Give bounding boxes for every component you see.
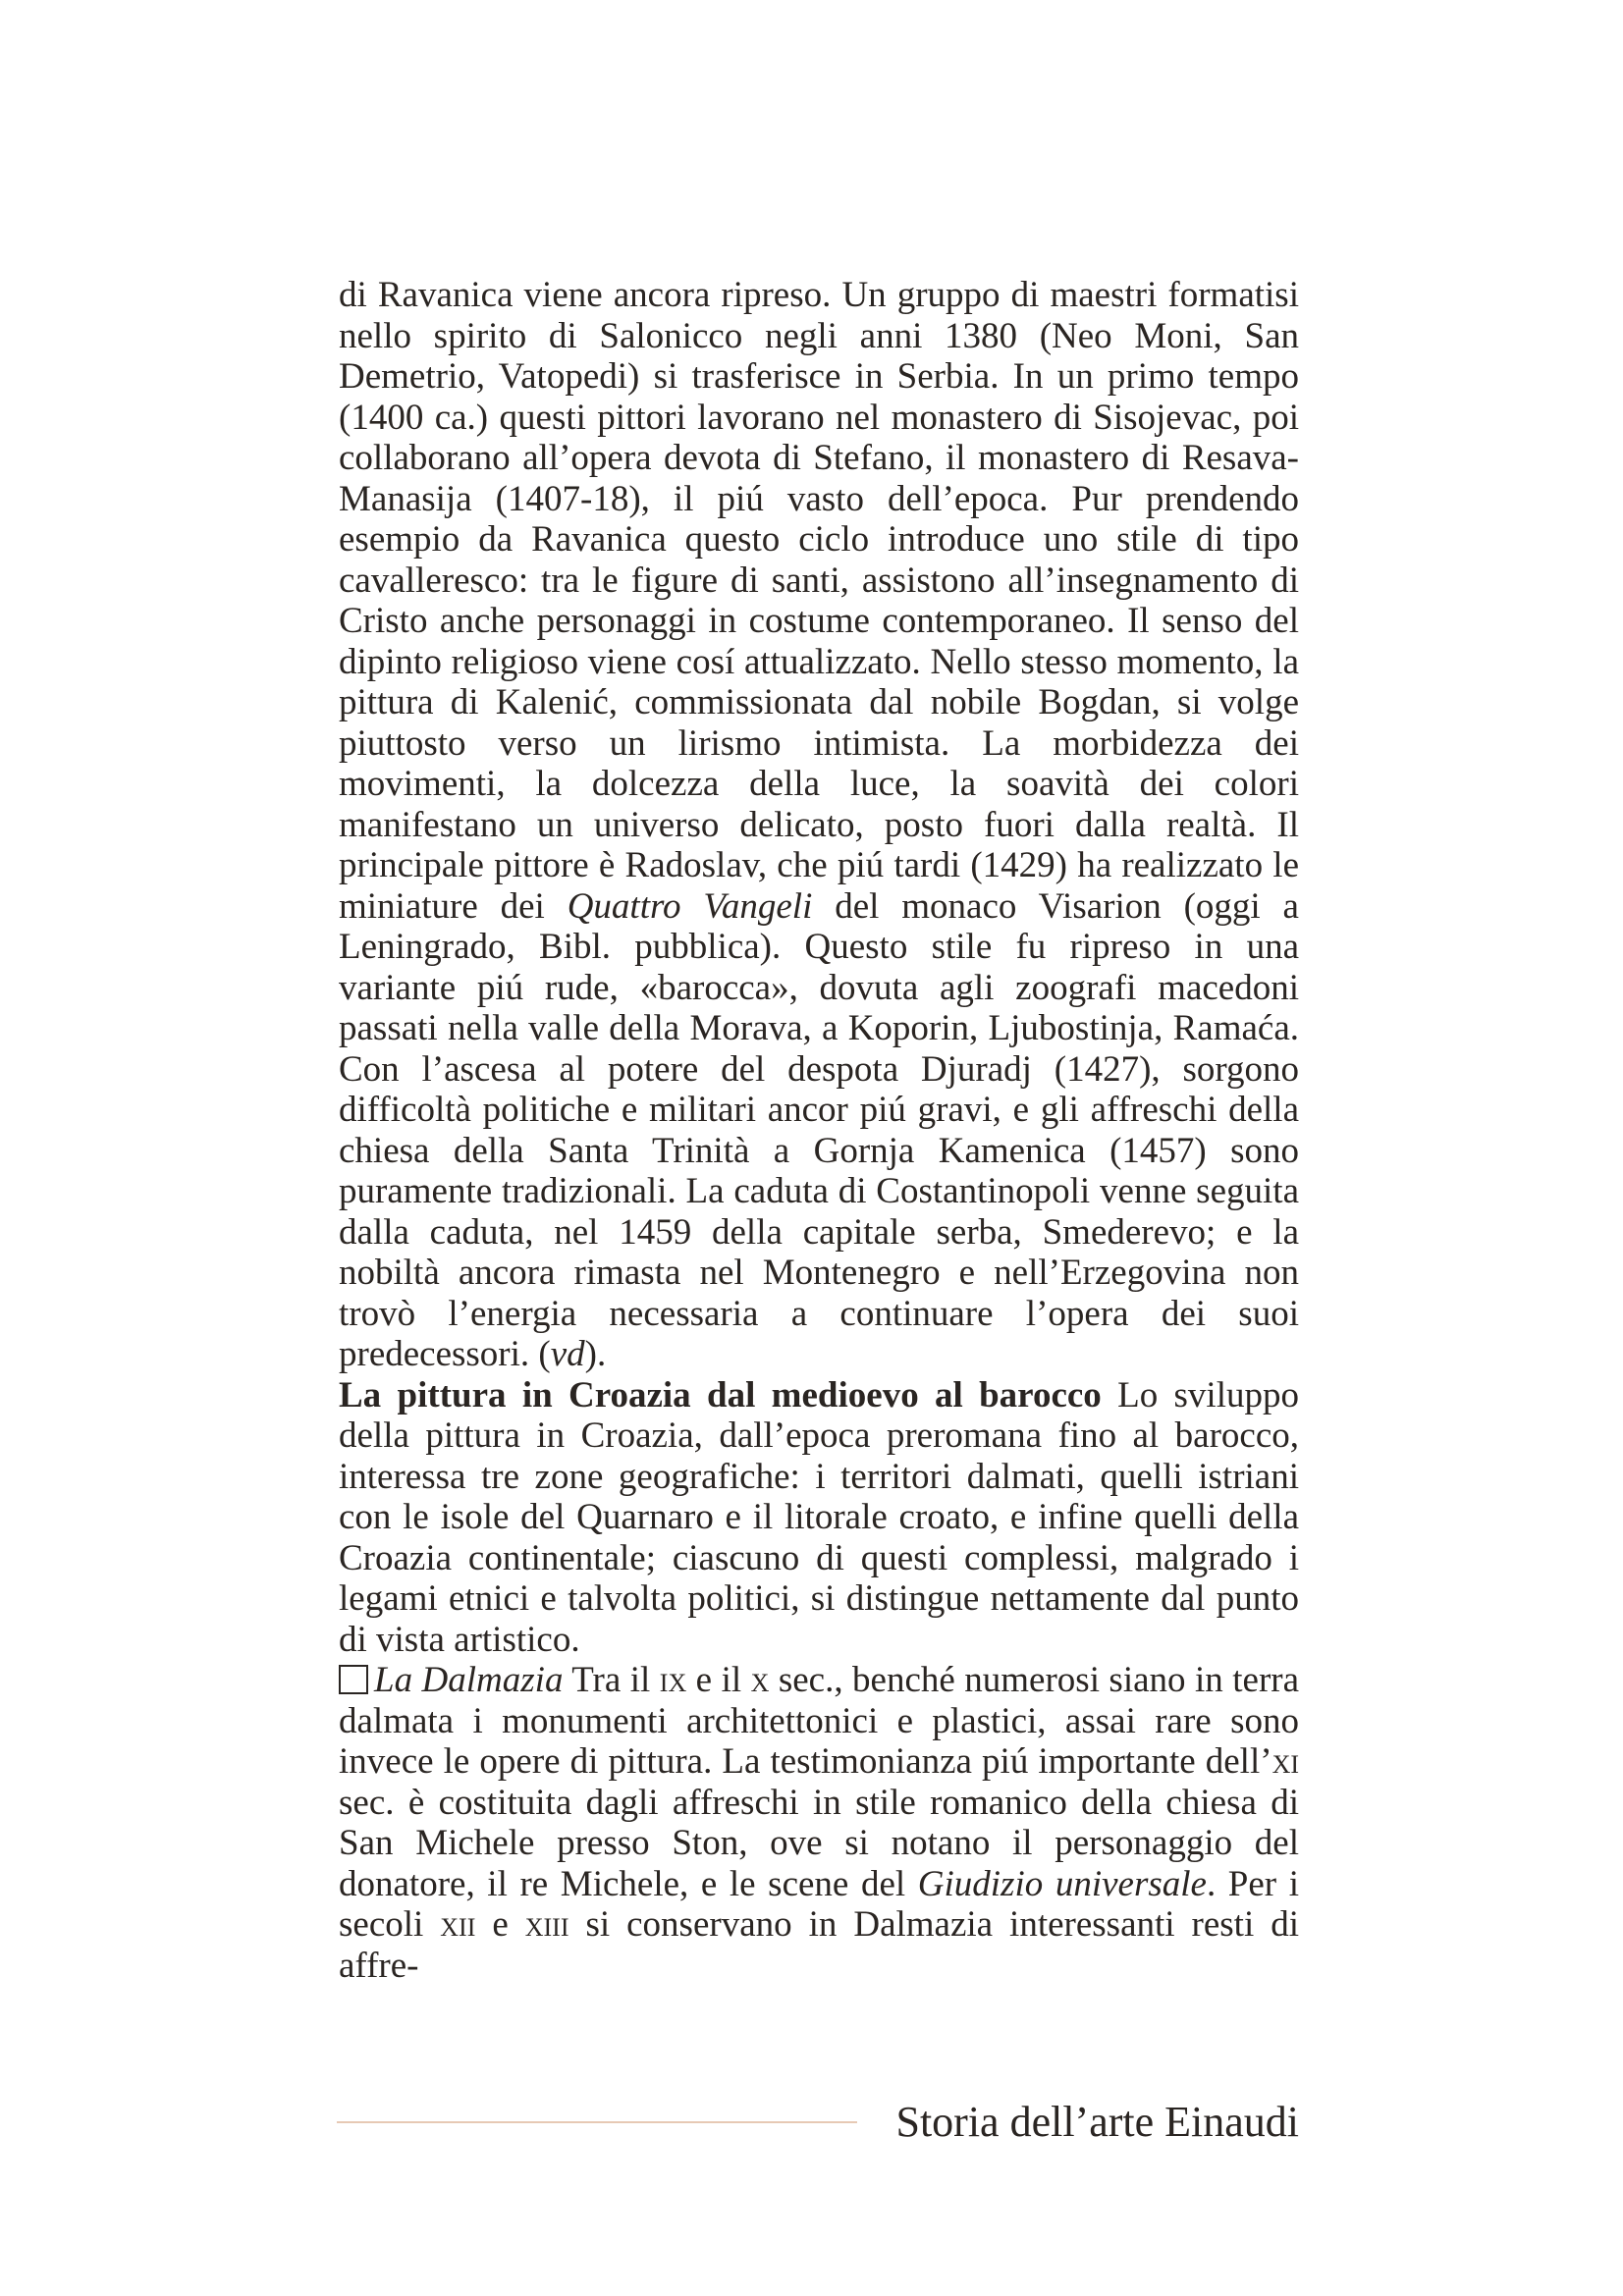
roman-numeral: xii <box>440 1904 476 1945</box>
paragraph-dalmazia <box>339 1660 1299 1986</box>
text-run: sec. è costituita dagli affreschi in stile romanico della chiesa di San Michele presso Ston, ove si notano il personaggio del donatore, il re Michele, e le scene del <box>339 1782 1299 1904</box>
text-run: di Ravanica viene ancora ripreso. Un gruppo di maestri formatisi nello spirito di Salonicco negli anni 1380 (Neo Moni, San Demetrio, Vatopedi) si trasferisce in Serbia. In un primo tempo (1400 ca.) questi pittori lavorano nel monastero di Sisojevac, poi collaborano all’opera devota di Stefano, il monastero di Resava-Manasija (1407-18), il piú vasto dell’epoca. Pur prendendo esempio da Ravanica questo ciclo introduce uno stile di tipo cavalleresco: tra le figure di santi, assistono all’insegnamento di Cristo anche personaggi in costume contemporaneo. Il senso del dipinto religioso viene cosí attualizzato. Nello stesso momento, la pittura di Kalenić, commissionata dal nobile Bogdan, si volge piuttosto verso un lirismo intimista. La morbidezza dei movimenti, la dolcezza della luce, la soavità dei colori manifestano un universo delicato, posto fuori dalla realtà. Il principale pittore è Radoslav, che piú tardi (1429) ha realizzato le miniature dei <box>339 275 1299 927</box>
roman-numeral: x <box>750 1660 770 1700</box>
text-run: del monaco Visarion (oggi a Leningrado, Bibl. pubblica). Questo stile fu ripreso in una variante piú rude, «barocca», dovuta agli zoografi macedoni passati nella valle della Morava, a Koporin, Ljubostinja, Ramaća. Con l’ascesa al potere del despota Djuradj (1427), sorgono difficoltà politiche e militari ancor piú gravi, e gli affreschi della chiesa della Santa Trinità a Gornja Kamenica (1457) sono puramente tradizionali. La caduta di Costantinopoli venne seguita dalla caduta, nel 1459 della capitale serba, Smederevo; e la nobiltà ancora rimasta nel Montenegro e nell’Erzegovina non trovò l’energia necessaria a continuare l’opera dei suoi predecessori. ( <box>339 885 1299 1374</box>
roman-numeral: ix <box>659 1660 687 1700</box>
roman-numeral: xi <box>1271 1741 1299 1782</box>
text-run: . Per i secoli <box>339 1863 1300 1945</box>
roman-numeral: xiii <box>524 1904 569 1945</box>
text-run: e <box>475 1904 525 1945</box>
paragraph-serbia <box>339 275 1299 1375</box>
author-initials: vd <box>550 1334 585 1374</box>
main-text <box>339 275 1299 1986</box>
text-run: Tra il <box>563 1660 660 1700</box>
text-run: Lo sviluppo della pittura in Croazia, dall’epoca preromana fino al barocco, interessa tre zone geografiche: i territori dalmati, quelli istriani con le isole del Quarnaro e il litorale croato, e infine quelli della Croazia continentale; ciascuno di questi complessi, malgrado i legami etnici e talvolta politici, si distingue nettamente dal punto di vista artistico. <box>339 1374 1299 1660</box>
italic-title: Giudizio universale <box>917 1863 1207 1904</box>
section-heading: La pittura in Croazia dal medioevo al barocco <box>339 1374 1102 1415</box>
text-run: e il <box>686 1660 751 1700</box>
paragraph-croazia <box>339 1375 1299 1661</box>
text-run: ). <box>584 1334 607 1374</box>
footer-title: Storia dell’arte Einaudi <box>895 2098 1299 2146</box>
text-run: sec., benché numerosi siano in terra dalmata i monumenti architettonici e plastici, assai rare sono invece le opere di pittura. La testimonianza piú importante dell’ <box>339 1660 1300 1782</box>
text-run: si conservano in Dalmazia interessanti resti di affre- <box>339 1904 1299 1986</box>
square-bullet-icon <box>339 1665 368 1694</box>
footer-rule <box>337 2121 857 2123</box>
italic-title: Quattro Vangeli <box>567 885 813 927</box>
subsection-heading: La Dalmazia <box>374 1660 564 1700</box>
